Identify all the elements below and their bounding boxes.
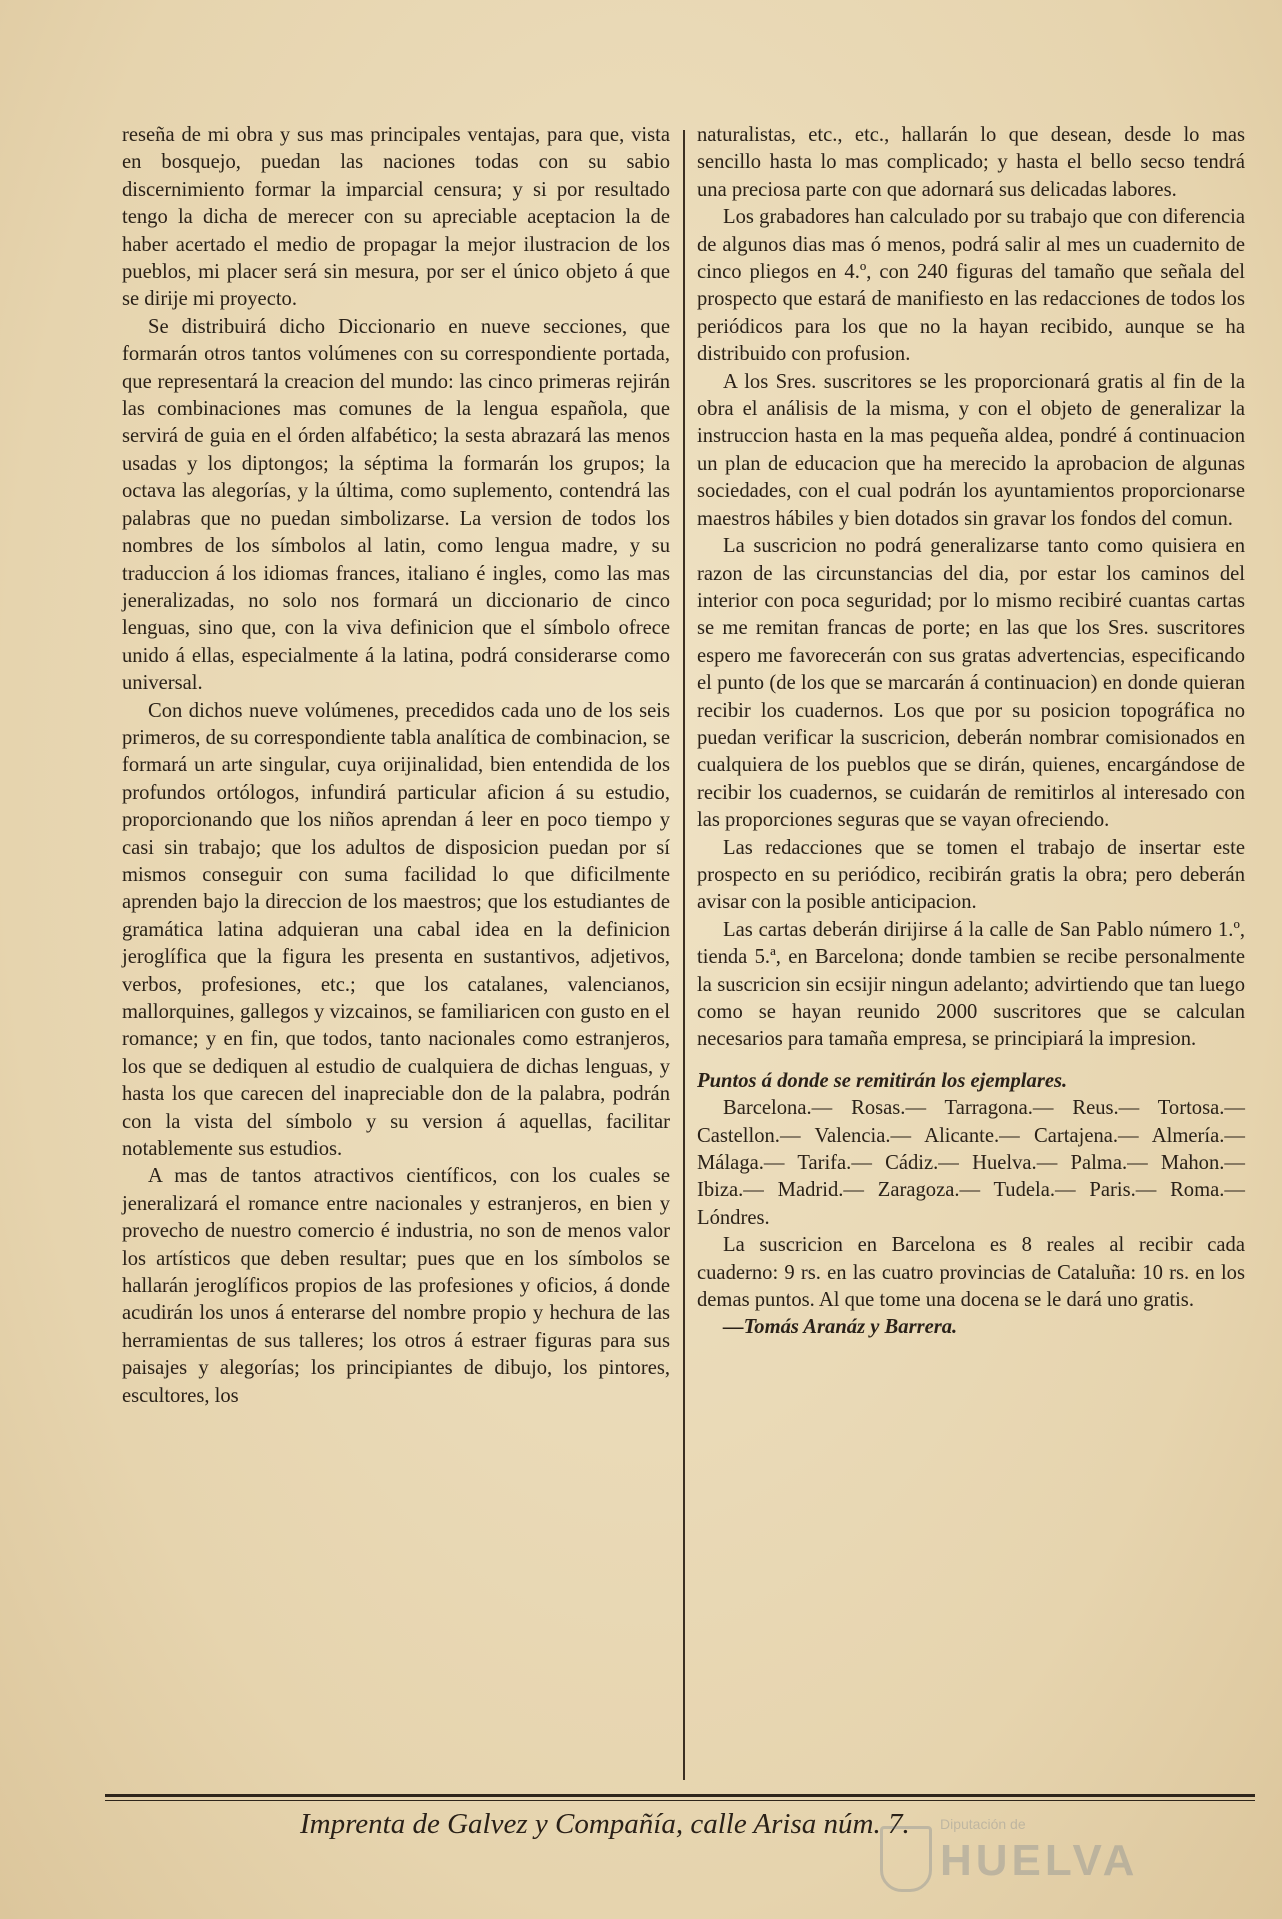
left-column bbox=[122, 122, 670, 1410]
price-paragraph: La suscricion en Barcelona es 8 reales al recibir cada cuaderno: 9 rs. en las cuatro provincias de Cataluña: 10 rs. en los demas puntos. Al que tome una docena se le dará uno gratis. bbox=[697, 1234, 1245, 1312]
signature: —Tomás Aranáz y Barrera. bbox=[723, 1316, 958, 1339]
watermark-big-text: HUELVA bbox=[940, 1836, 1139, 1885]
footer-rule bbox=[105, 1794, 1255, 1797]
paragraph: A los Sres. suscritores se les proporcionará gratis al fin de la obra el análisis de la misma, y con el objeto de generalizar la instruccion hasta en la mas pequeña aldea, pondré á continuacion un plan de educacion que ha merecido la aprobacion de algunas sociedades, con el cual podrán los ayuntamientos proporcionarse maestros hábiles y bien dotados sin gravar los fondos del comun. bbox=[697, 370, 1245, 530]
watermark bbox=[880, 1810, 1260, 1910]
paragraph: La suscricion no podrá generalizarse tanto como quisiera en razon de las circunstancias del dia, por estar los caminos del interior con poca seguridad; por lo mismo recibiré cuantas cartas se me remitan francas de porte; en las que los Sres. suscritores espero me favorecerán con sus gratas advertencias, especificando el punto (de los que se marcarán á continuacion) en donde quieran recibir los cuadernos. Los que por su posicion topográfica no puedan verificar la suscricion, deberán nombrar comisionados en cualquiera de los pueblos que se dirán, quienes, encargándose de recibir los cuadernos, se cuidarán de remitirlos al interesado con las proporciones seguras que se vayan ofreciendo. bbox=[697, 535, 1245, 832]
shield-icon bbox=[880, 1826, 932, 1892]
places-list: Barcelona.— Rosas.— Tarragona.— Reus.— Tortosa.— Castellon.— Valencia.— Alicante.— Cartajena.— Almería.— Málaga.— Tarifa.— Cádiz.— Huelva.— Palma.— Mahon.— Ibiza.— Madrid.— Zaragoza.— Tudela.— Paris.— Roma.— Lóndres. bbox=[697, 1097, 1245, 1229]
paragraph: Se distribuirá dicho Diccionario en nueve secciones, que formarán otros tantos volúmenes con su correspondiente portada, que representará la creacion del mundo: las cinco primeras rejirán las combinaciones mas comunes de la lengua española, que servirá de guia en el órden alfabético; la sesta abrazará las menos usadas y los diptongos; la séptima la formarán los grupos; la octava las alegorías, y la última, como suplemento, contendrá las palabras que no puedan simbolizarse. La version de todos los nombres de los símbolos al latin, como lengua madre, y su traduccion á los idiomas frances, italiano é ingles, como las mas jeneralizadas, no solo nos formará un diccionario de cinco lenguas, sino que, con la viva definicion que el símbolo ofrece unido á ellas, especialmente á la latina, podrá considerarse como universal. bbox=[122, 315, 670, 695]
imprint-line: Imprenta de Galvez y Compañía, calle Arisa núm. 7. bbox=[300, 1808, 910, 1840]
paragraph: A mas de tantos atractivos científicos, con los cuales se jeneralizará el romance entre nacionales y estranjeros, en bien y provecho de nuestro comercio é industria, no son de menos valor los artísticos que deben resultar; pues que en los símbolos se hallarán jeroglíficos propios de las profesiones y oficios, á donde acudirán los unos á enterarse del nombre propio y hechura de las herramientas de sus talleres; los otros á estraer figuras para sus paisajes y alegorías; los principiantes de dibujo, los pintores, escultores, los bbox=[122, 1165, 670, 1407]
paragraph: naturalistas, etc., etc., hallarán lo que desean, desde lo mas sencillo hasta lo mas complicado; y hasta el bello secso tendrá una preciosa parte con que adornará sus delicadas labores. bbox=[697, 124, 1245, 201]
paragraph: reseña de mi obra y sus mas principales ventajas, para que, vista en bosquejo, puedan las naciones todas con su sabio discernimiento formar la imparcial censura; y si por resultado tengo la dicha de merecer con su apreciable aceptacion la de haber acertado el medio de propagar la mejor ilustracion de los pueblos, mi placer será sin mesura, por ser el único objeto á que se dirije mi proyecto. bbox=[122, 124, 670, 311]
places-heading: Puntos á donde se remitirán los ejemplares. bbox=[697, 1069, 1068, 1092]
paragraph: Los grabadores han calculado por su trabajo que con diferencia de algunos dias mas ó menos, podrá salir al mes un cuadernito de cinco pliegos en 4.º, con 240 figuras del tamaño que señala del prospecto que estará de manifiesto en las redacciones de todos los periódicos para los que no la hayan recibido, aunque se ha distribuido con profusion. bbox=[697, 206, 1245, 366]
paragraph: Con dichos nueve volúmenes, precedidos cada uno de los seis primeros, de su correspondiente tabla analítica de combinacion, se formará un arte singular, cuya orijinalidad, bien entendida de los profundos ortólogos, infundirá particular aficion á su estudio, proporcionando que los niños aprendan á leer en poco tiempo y casi sin trabajo; que los adultos de disposicion puedan por sí mismos conseguir con suma facilidad lo que dificilmente aprenden bajo la direccion de los maestros; que los estudiantes de gramática latina adquieran una cabal idea en la definicion jeroglífica que la figura les presenta en sustantivos, adjetivos, verbos, profesiones, etc.; que los catalanes, valencianos, mallorquines, gallegos y vizcainos, se familiaricen con gusto en el romance; y en fin, que todos, tanto nacionales como estranjeros, los que se dediquen al estudio de cualquiera de dichas lenguas, y hasta los que carecen del inapreciable don de la palabra, podrán con la vista del símbolo y su version á aquellas, facilitar notablemente sus estudios. bbox=[122, 699, 670, 1161]
column-divider bbox=[683, 130, 685, 1780]
paragraph: Las cartas deberán dirijirse á la calle de San Pablo número 1.º, tienda 5.ª, en Barcelona; donde tambien se recibe personalmente la suscricion sin ecsijir ningun adelanto; advirtiendo que tan luego como se hayan reunido 2000 suscritores que se calculan necesarios para tamaña empresa, se principiará la impresion. bbox=[697, 918, 1245, 1051]
paragraph: Las redacciones que se tomen el trabajo de insertar este prospecto en su periódico, recibirán gratis la obra; pero deberán avisar con la posible anticipacion. bbox=[697, 836, 1245, 914]
watermark-small-text: Diputación de bbox=[940, 1816, 1026, 1832]
right-column bbox=[697, 122, 1245, 1342]
